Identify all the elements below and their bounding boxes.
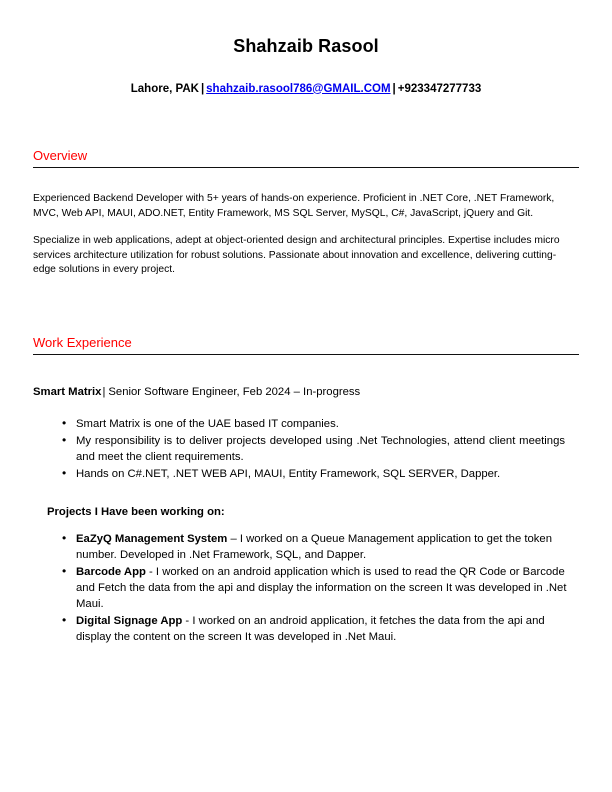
overview-paragraph-2: Specialize in web applications, adept at object-oriented design and architectural principles. Expertise includes micro services architecture utilization for robust solutions. Passionate about innovation and excellence, delivering cutting-edge solutions in every project. [33, 235, 560, 276]
contact-location: Lahore, PAK [130, 82, 199, 95]
job-company-name: Smart Matrix [33, 385, 102, 398]
project-name: Barcode App [76, 566, 146, 579]
job-duties-list [33, 399, 579, 482]
projects-list [33, 520, 579, 645]
contact-phone: +923347277733 [397, 82, 482, 95]
projects-intro-label: Projects I Have been working on: [47, 506, 225, 519]
project-description: – I worked on a Queue Management application to get the token number. Developed in .Net Framework, SQL, and Dapper. [76, 533, 552, 562]
candidate-name: Shahzaib Rasool [233, 36, 379, 56]
list-item [33, 564, 579, 612]
project-name: EaZyQ Management System [76, 533, 228, 546]
list-item: • Smart Matrix is one of the UAE based IT companies. [33, 416, 579, 432]
section-overview [33, 96, 579, 278]
list-item: • Hands on C#.NET, .NET WEB API, MAUI, Entity Framework, SQL SERVER, Dapper. [33, 466, 579, 482]
email-link[interactable]: shahzaib.rasool786@GMAIL.COM [206, 82, 391, 95]
job-title-line [33, 355, 579, 400]
job-title-separator: | [102, 385, 106, 398]
project-description: - I worked on an android application which is used to read the QR Code or Barcode and Fetch the data from the api and display the information on the screen It was developed in .Net Maui. [76, 566, 567, 611]
section-heading-overview: Overview [33, 148, 88, 164]
list-item: • My responsibility is to deliver projects developed using .Net Technologies, attend client meetings and meet the client requirements. [33, 433, 579, 465]
job-role-and-dates: Senior Software Engineer, Feb 2024 – In-progress [108, 385, 361, 398]
project-description: - I worked on an android application, it fetches the data from the api and display the content on the screen It was developed in .Net Maui. [76, 615, 545, 644]
contact-separator-1: | [200, 82, 205, 95]
contact-separator-2: | [392, 82, 396, 95]
list-item [33, 613, 579, 645]
contact-line [33, 58, 579, 97]
list-item [33, 531, 579, 563]
section-work-experience [33, 278, 579, 645]
overview-paragraph-1: Experienced Backend Developer with 5+ years of hands-on experience. Proficient in .NET Core, .NET Framework, MVC, Web API, MAUI, ADO.NET, Entity Framework, MS SQL Server, MySQL, C#, JavaScript, jQuery and Git. [33, 193, 555, 219]
section-heading-work-experience: Work Experience [33, 335, 132, 351]
project-name: Digital Signage App [76, 615, 183, 628]
